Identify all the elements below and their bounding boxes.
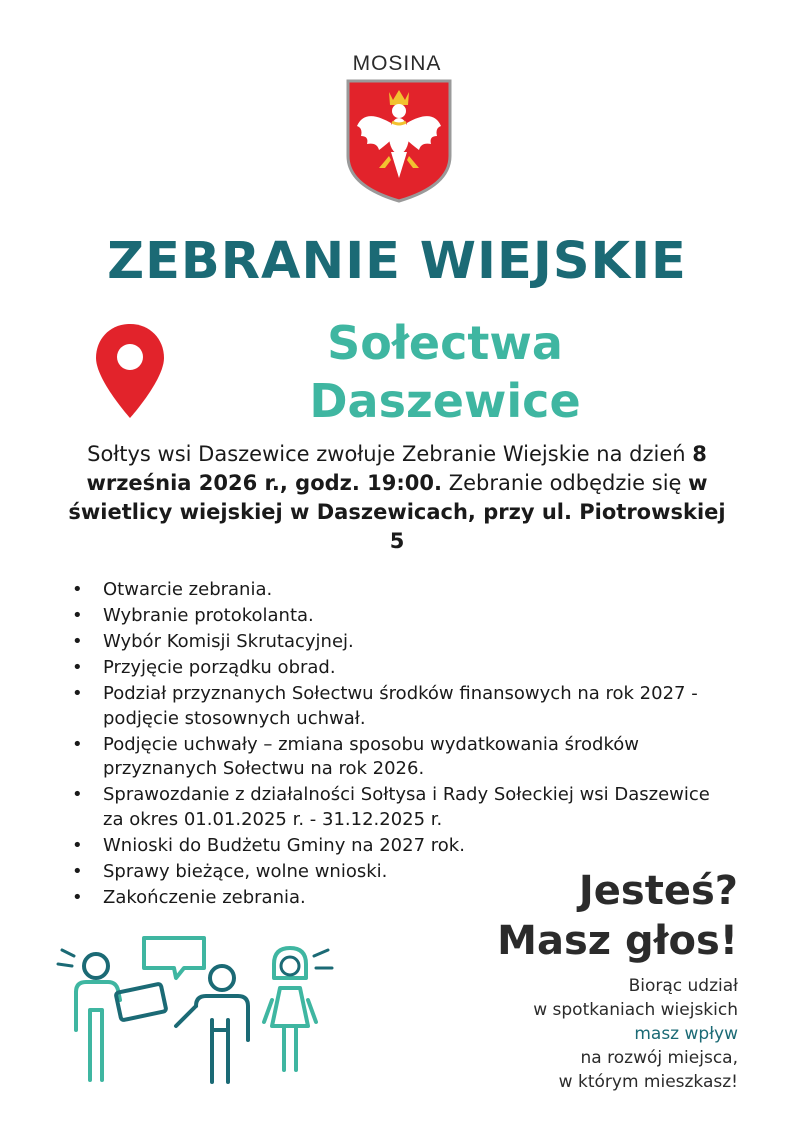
list-item: • Wybranie protokolanta.: [72, 604, 722, 629]
list-item: • Wybór Komisji Skrutacyjnej.: [72, 630, 722, 655]
subtitle: [250, 314, 640, 430]
list-item: • Otwarcie zebrania.: [72, 578, 722, 603]
list-item: • Przyjęcie porządku obrad.: [72, 656, 722, 681]
people-discussion-icon: [52, 930, 342, 1090]
slogan-sub-3: masz wpływ: [634, 1024, 738, 1044]
location-pin-icon: [93, 322, 167, 420]
list-item: • Podjęcie uchwały – zmiana sposobu wydatkowania środków przyznanych Sołectwu na rok 2026.: [72, 733, 722, 782]
list-item: • Wnioski do Budżetu Gminy na 2027 rok.: [72, 834, 722, 859]
slogan-sub-4: na rozwój miejsca,: [580, 1048, 738, 1068]
slogan-sub-1: Biorąc udział: [628, 976, 738, 996]
agenda-list: [72, 578, 722, 912]
intro-place: w świetlicy wiejskiej w Daszewicach, przy ul. Piotrowskiej 5: [68, 471, 726, 553]
slogan-sub-2: w spotkaniach wiejskich: [533, 1000, 738, 1020]
slogan-line-1: Jesteś?: [578, 868, 738, 914]
list-item: • Sprawy bieżące, wolne wnioski.: [72, 860, 722, 885]
list-item: • Podział przyznanych Sołectwu środków finansowych na rok 2027 - podjęcie stosownych uchwał.: [72, 682, 722, 731]
intro-date-time: 8 września 2026 r., godz. 19:00.: [86, 442, 707, 495]
list-item: • Zakończenie zebrania.: [72, 886, 722, 911]
slogan-subtext: [533, 974, 738, 1094]
slogan-line-2: Masz głos!: [497, 918, 738, 964]
page-title: ZEBRANIE WIEJSKIE: [107, 232, 687, 291]
list-item: • Sprawozdanie z działalności Sołtysa i Rady Sołeckiej wsi Daszewice za okres 01.01.2025 r. - 31.12.2025 r.: [72, 783, 722, 832]
intro-text-1: Sołtys wsi Daszewice zwołuje Zebranie Wiejskie na dzień: [87, 442, 693, 466]
slogan-sub-5: w którym mieszkasz!: [558, 1072, 738, 1092]
subtitle-line-1: Sołectwa: [327, 316, 563, 370]
eagle-coat-of-arms-icon: [345, 78, 453, 203]
intro-paragraph: [60, 440, 734, 556]
slogan: [497, 866, 738, 966]
crest-label: MOSINA: [352, 52, 442, 75]
subtitle-line-2: Daszewice: [309, 374, 581, 428]
intro-text-2: Zebranie odbędzie się: [442, 471, 689, 495]
